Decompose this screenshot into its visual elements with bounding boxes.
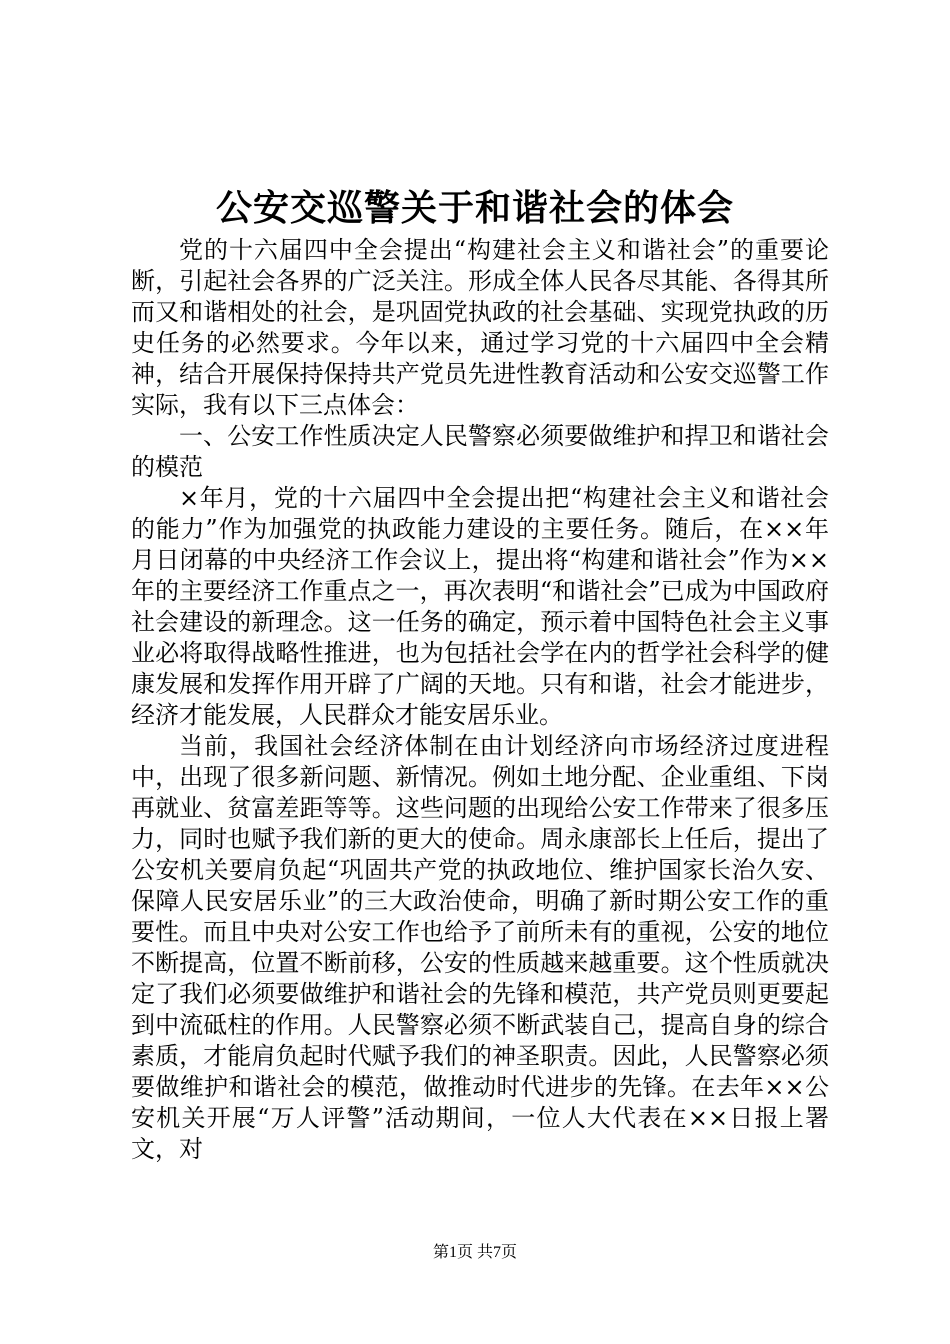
document-body (131, 235, 829, 1165)
page-footer: 第1页 共7页 (432, 1244, 517, 1261)
paragraph-background: ×年月，党的十六届四中全会提出把“构建社会主义和谐社会的能力”作为加强党的执政能力建设的主要任务。随后，在××年月日闭幕的中央经济工作会议上，提出将“构建和谐社会”作为××年的主要经济工作重点之一，再次表明“和谐社会”已成为中国政府社会建设的新理念。这一任务的确定，预示着中国特色社会主义事业必将取得战略性推进，也为包括社会学在内的哲学社会科学的健康发展和发挥作用开辟了广阔的天地。只有和谐，社会才能进步，经济才能发展，人民群众才能安居乐业。 (131, 484, 829, 729)
document-title: 公安交巡警关于和谐社会的体会 (215, 187, 734, 229)
paragraph-heading-one: 一、公安工作性质决定人民警察必须要做维护和捍卫和谐社会的模范 (131, 422, 829, 481)
paragraph-intro: 党的十六届四中全会提出“构建社会主义和谐社会”的重要论断，引起社会各界的广泛关注。形成全体人民各尽其能、各得其所而又和谐相处的社会，是巩固党执政的社会基础、实现党执政的历史任务的必然要求。今年以来，通过学习党的十六届四中全会精神，结合开展保持保持共产党员先进性教育活动和公安交巡警工作实际，我有以下三点体会： (131, 236, 829, 419)
paragraph-current-situation: 当前，我国社会经济体制在由计划经济向市场经济过度进程中，出现了很多新问题、新情况。例如土地分配、企业重组、下岗再就业、贫富差距等等。这些问题的出现给公安工作带来了很多压力，同时也赋予我们新的更大的使命。周永康部长上任后，提出了公安机关要肩负起“巩固共产党的执政地位、维护国家长治久安、保障人民安居乐业”的三大政治使命，明确了新时期公安工作的重要性。而且中央对公安工作也给予了前所未有的重视，公安的地位不断提高，位置不断前移，公安的性质越来越重要。这个性质就决定了我们必须要做维护和谐社会的先锋和模范，共产党员则更要起到中流砥柱的作用。人民警察必须不断武装自己，提高自身的综合素质，才能肩负起时代赋予我们的神圣职责。因此，人民警察必须要做维护和谐社会的模范，做推动时代进步的先锋。在去年××公安机关开展“万人评警”活动期间，一位人大代表在××日报上署文，对 (131, 732, 829, 1163)
